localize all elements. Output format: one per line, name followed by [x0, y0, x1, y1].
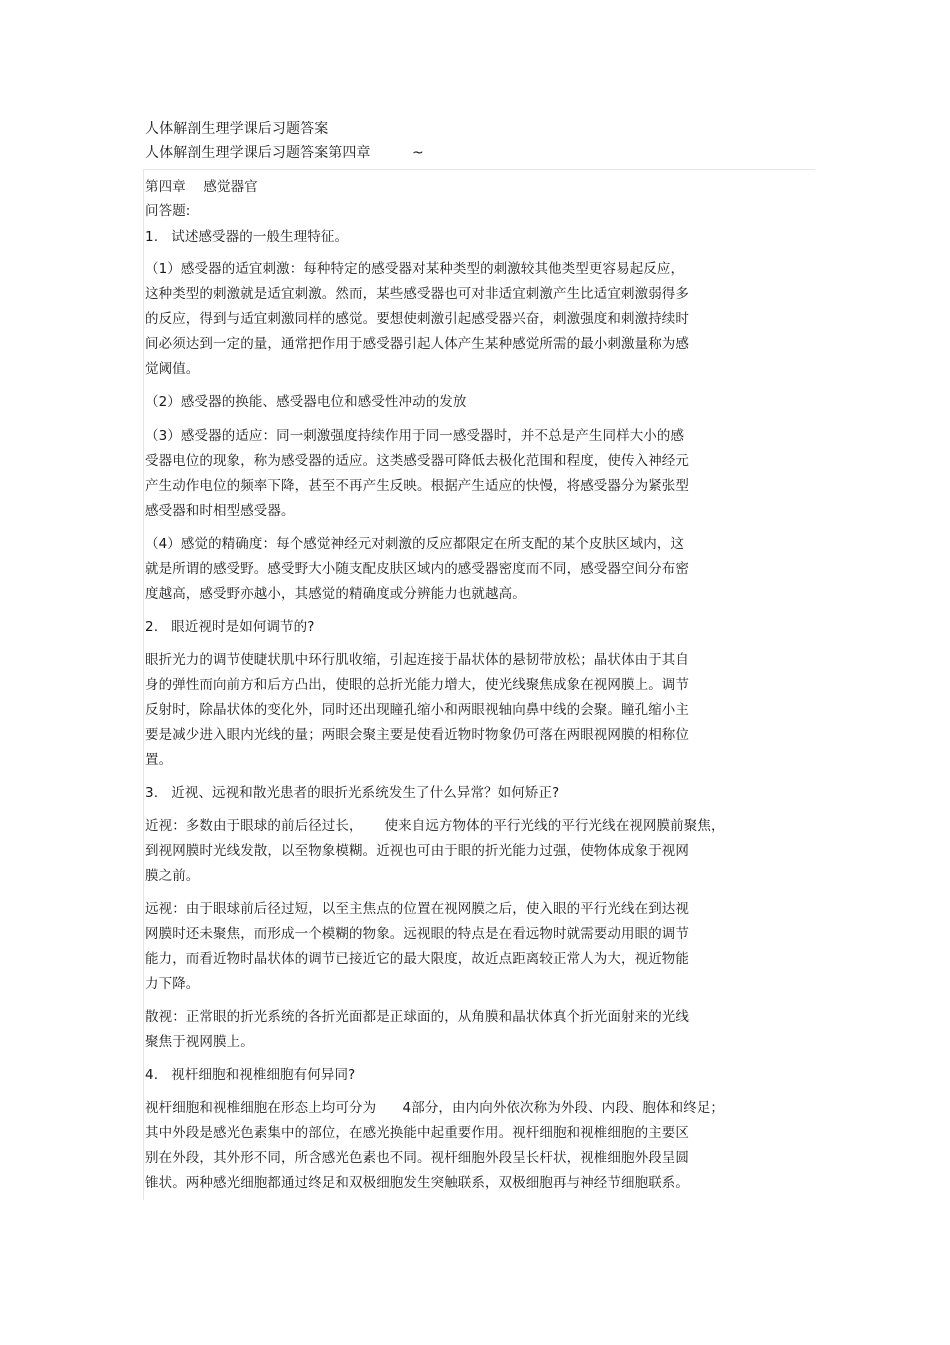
q3-hyperopia-line: 力下降。 [145, 976, 200, 992]
q1-paragraph-2: （2）感受器的换能、感受器电位和感受性冲动的发放 [145, 394, 467, 410]
question-3: 3. 近视、远视和散光患者的眼折光系统发生了什么异常？如何矫正? [145, 785, 560, 801]
q3-hyperopia-line: 能力，而看近物时晶状体的调节已接近它的最大限度，故近点距离较正常人为大，视近物能 [145, 951, 689, 967]
document-subtitle: 人体解剖生理学课后习题答案第四章 [145, 145, 371, 161]
q1-paragraph-1-line: 间必须达到一定的量，通常把作用于感受器引起人体产生某种感觉所需的最小刺激量称为感 [145, 336, 689, 352]
q1-paragraph-3-line: 产生动作电位的频率下降，甚至不再产生反映。根据产生适应的快慢，将感受器分为紧张型 [145, 478, 689, 494]
q1-paragraph-1-line: 的反应，得到与适宜刺激同样的感觉。要想使刺激引起感受器兴奋，刺激强度和刺激持续时 [145, 311, 689, 327]
q1-paragraph-3-line: 感受器和时相型感受器。 [145, 503, 295, 519]
q1-paragraph-1-line: 这种类型的刺激就是适宜刺激。然而，某些感受器也可对非适宜刺激产生比适宜刺激弱得多 [145, 286, 689, 302]
q1-paragraph-3-line: （3）感受器的适应：同一刺激强度持续作用于同一感受器时，并不总是产生同样大小的感 [145, 428, 685, 444]
q1-paragraph-4-line: 度越高，感受野亦越小，其感觉的精确度或分辨能力也就越高。 [145, 586, 526, 602]
question-4: 4. 视杆细胞和视椎细胞有何异同? [145, 1067, 356, 1083]
q2-paragraph-line: 反射时，除晶状体的变化外，同时还出现瞳孔缩小和两眼视轴向鼻中线的会聚。瞳孔缩小主 [145, 702, 689, 718]
chapter-heading: 第四章 感觉器官 [145, 179, 258, 195]
q3-myopia-line: 膜之前。 [145, 868, 200, 884]
q2-paragraph-line: 要是减少进入眼内光线的量；两眼会聚主要是使看近物时物象仍可落在两眼视网膜的相称位 [145, 727, 689, 743]
q1-paragraph-4-line: （4）感觉的精确度：每个感觉神经元对刺激的反应都限定在所支配的某个皮肤区域内，这 [145, 536, 685, 552]
q3-myopia-line: 近视：多数由于眼球的前后径过长， 使来自远方物体的平行光线的平行光线在视网膜前聚焦， [145, 818, 725, 834]
q2-paragraph-line: 置。 [145, 752, 173, 768]
q1-paragraph-3-line: 受器电位的现象，称为感受器的适应。这类感受器可降低去极化范围和程度，使传入神经元 [145, 453, 689, 469]
q1-paragraph-1-line: （1）感受器的适宜刺激：每种特定的感受器对某种类型的刺激较其他类型更容易起反应， [145, 261, 685, 277]
question-1: 1. 试述感受器的一般生理特征。 [145, 229, 349, 245]
q1-paragraph-1-line: 觉阈值。 [145, 361, 200, 377]
q1-paragraph-4-line: 就是所谓的感受野。感受野大小随支配皮肤区域内的感受器密度而不同，感受器空间分布密 [145, 561, 689, 577]
q4-paragraph-line: 别在外段，其外形不同，所含感光色素也不同。视杆细胞外段呈长杆状，视椎细胞外段呈圆 [145, 1150, 689, 1166]
q2-paragraph-line: 眼折光力的调节使睫状肌中环行肌收缩，引起连接于晶状体的悬韧带放松；晶状体由于其自 [145, 652, 689, 668]
q3-astigmatism-line: 聚焦于视网膜上。 [145, 1034, 254, 1050]
question-2: 2. 眼近视时是如何调节的? [145, 619, 315, 635]
section-heading: 问答题: [145, 203, 191, 219]
q3-myopia-line: 到视网膜时光线发散，以至物象模糊。近视也可由于眼的折光能力过强，使物体成象于视网 [145, 843, 689, 859]
header-divider [143, 169, 815, 170]
q2-paragraph-line: 身的弹性而向前方和后方凸出，使眼的总折光能力增大，使光线聚焦成象在视网膜上。调节 [145, 677, 689, 693]
q3-astigmatism-line: 散视：正常眼的折光系统的各折光面都是正球面的，从角膜和晶状体真个折光面射来的光线 [145, 1009, 689, 1025]
q3-hyperopia-line: 远视：由于眼球前后径过短，以至主焦点的位置在视网膜之后，使入眼的平行光线在到达视 [145, 901, 689, 917]
margin-line [143, 170, 144, 1200]
q4-paragraph-line: 视杆细胞和视椎细胞在形态上均可分为 4部分，由内向外依次称为外段、内段、胞体和终足； [145, 1100, 725, 1116]
document-title: 人体解剖生理学课后习题答案 [145, 121, 329, 137]
subtitle-mark: ~ [412, 145, 424, 161]
q4-paragraph-line: 其中外段是感光色素集中的部位，在感光换能中起重要作用。视杆细胞和视椎细胞的主要区 [145, 1125, 689, 1141]
q4-paragraph-line: 锥状。两种感光细胞都通过终足和双极细胞发生突触联系，双极细胞再与神经节细胞联系。 [145, 1175, 689, 1191]
q3-hyperopia-line: 网膜时还未聚焦，而形成一个模糊的物象。远视眼的特点是在看远物时就需要动用眼的调节 [145, 926, 689, 942]
